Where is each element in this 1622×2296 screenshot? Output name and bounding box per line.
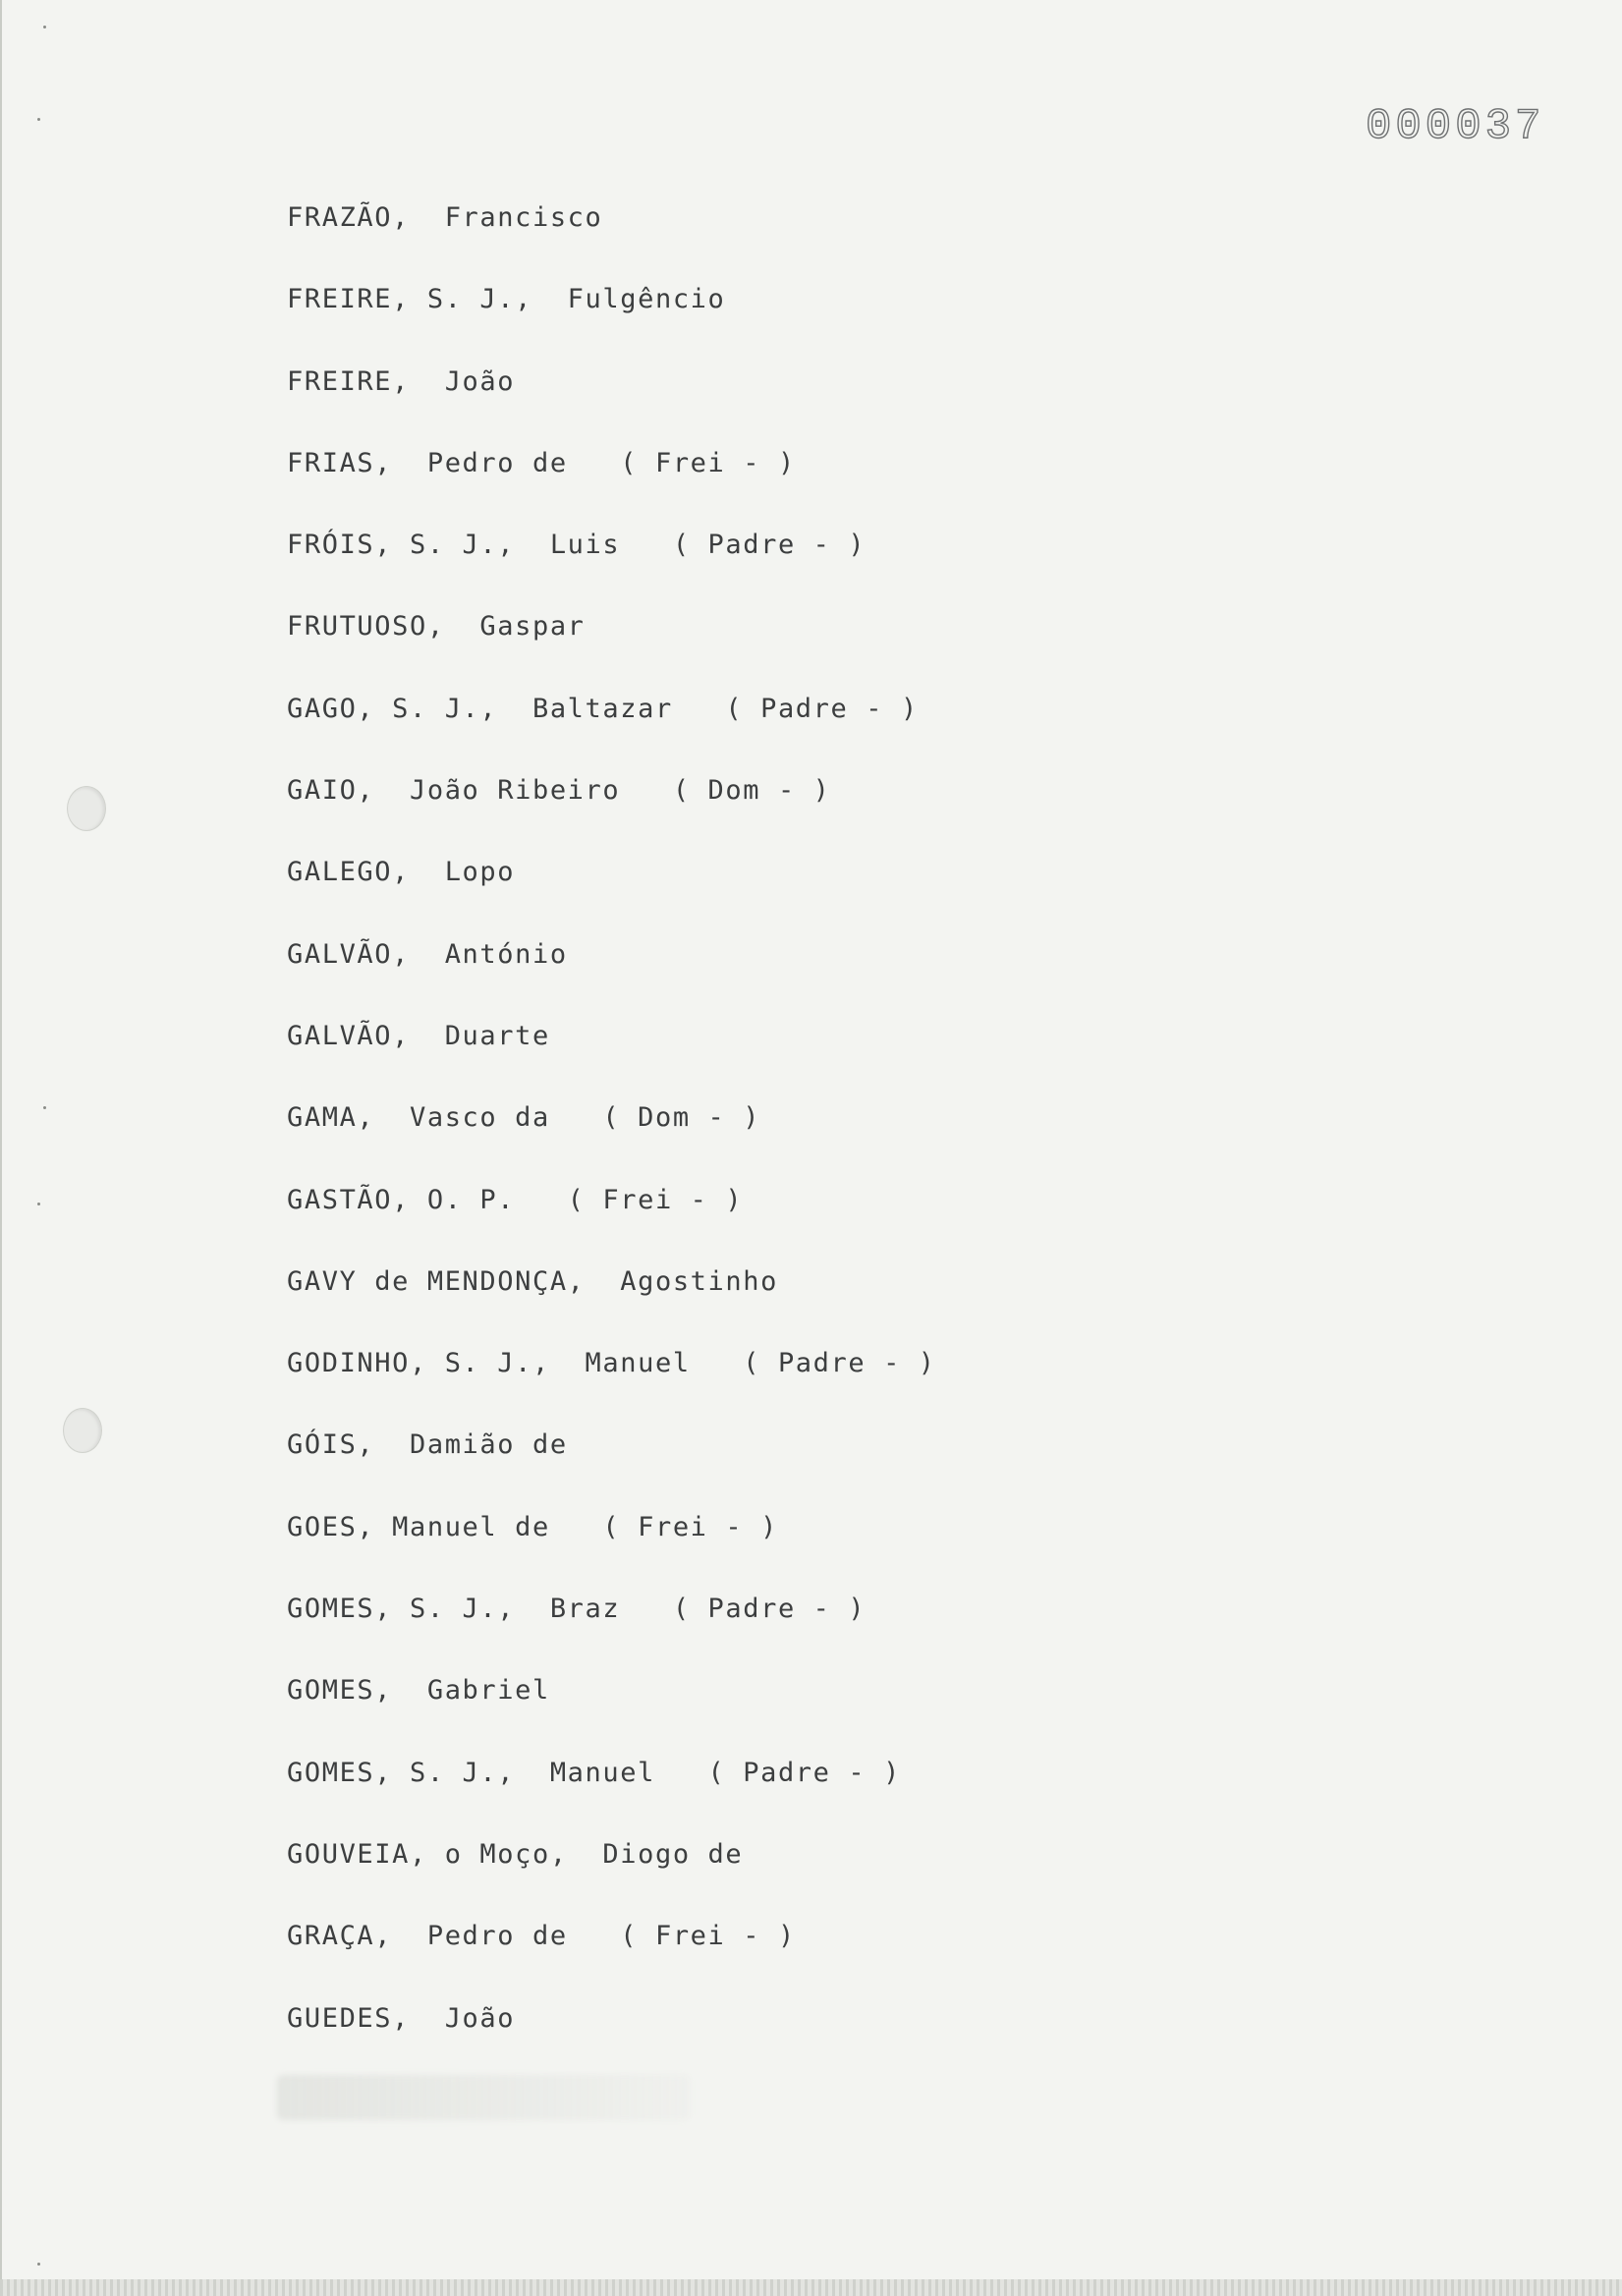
index-entry: GOES, Manuel de ( Frei - ) — [287, 1511, 778, 1542]
index-entry: GALVÃO, António — [287, 938, 568, 970]
scan-edge — [0, 2279, 1622, 2296]
index-entry: GOMES, S. J., Manuel ( Padre - ) — [287, 1757, 901, 1788]
index-entry: GAMA, Vasco da ( Dom - ) — [287, 1102, 761, 1134]
index-entry: FREIRE, S. J., Fulgêncio — [287, 284, 726, 315]
margin-speck — [43, 1106, 46, 1109]
index-entry: GODINHO, S. J., Manuel ( Padre - ) — [287, 1348, 936, 1379]
index-entry: GOMES, S. J., Braz ( Padre - ) — [287, 1594, 867, 1625]
index-entry: GALVÃO, Duarte — [287, 1020, 550, 1051]
index-entry: GAVY de MENDONÇA, Agostinho — [287, 1265, 778, 1297]
margin-speck — [37, 118, 40, 121]
punch-hole — [63, 1408, 102, 1453]
index-entry: GUEDES, João — [287, 2002, 516, 2034]
margin-speck — [37, 1203, 40, 1205]
margin-speck — [43, 26, 46, 28]
page-number: 000037 — [1366, 102, 1545, 151]
index-entry: GAGO, S. J., Baltazar ( Padre - ) — [287, 693, 919, 724]
punch-hole — [67, 786, 106, 831]
margin-speck — [37, 2263, 40, 2266]
index-entry: GÓIS, Damião de — [287, 1429, 568, 1461]
index-entry: GASTÃO, O. P. ( Frei - ) — [287, 1184, 744, 1215]
index-entry: FRÓIS, S. J., Luis ( Padre - ) — [287, 530, 867, 561]
index-entry: GOUVEIA, o Moço, Diogo de — [287, 1838, 744, 1870]
name-index-list — [287, 194, 936, 2076]
index-entry: GAIO, João Ribeiro ( Dom - ) — [287, 775, 831, 807]
index-entry: FREIRE, João — [287, 365, 516, 397]
index-entry: FRIAS, Pedro de ( Frei - ) — [287, 447, 796, 478]
index-entry: FRAZÃO, Francisco — [287, 202, 603, 233]
index-entry: GALEGO, Lopo — [287, 857, 516, 888]
faint-bleed-through — [277, 2075, 690, 2120]
index-entry: GRAÇA, Pedro de ( Frei - ) — [287, 1921, 796, 1952]
index-entry: GOMES, Gabriel — [287, 1675, 550, 1707]
index-entry: FRUTUOSO, Gaspar — [287, 611, 586, 643]
